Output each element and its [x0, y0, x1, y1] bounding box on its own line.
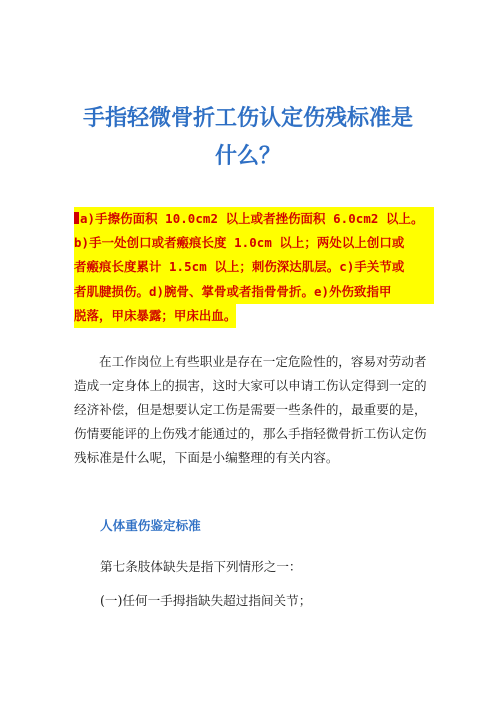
highlight-line: a)手擦伤面积 10.0cm2 以上或者挫伤面积 6.0cm2 以上。 [74, 207, 434, 231]
article-line: 第七条肢体缺失是指下列情形之一： [100, 559, 302, 574]
highlighted-summary [74, 207, 434, 328]
paragraph-line: 伤情要能评的上伤残才能通过的，那么手指轻微骨折工伤认定伤 [74, 426, 427, 441]
title-line-1: 手指轻微骨折工伤认定伤残标准是 [82, 106, 413, 131]
item-line: (一)任何一手拇指缺失超过指间关节； [100, 593, 312, 608]
document-title [60, 100, 436, 176]
highlight-line: 脱落，甲床暴露；甲床出血。 [74, 304, 236, 328]
intro-paragraph [74, 350, 427, 470]
highlight-line: 者瘢痕长度累计 1.5cm 以上；刺伤深达肌层。c)手关节或 [74, 255, 434, 279]
highlight-line: 者肌腱损伤。d)腕骨、掌骨或者指骨骨折。e)外伤致指甲 [74, 280, 434, 304]
section-heading: 人体重伤鉴定标准 [100, 518, 201, 533]
paragraph-line: 在工作岗位上有些职业是存在一定危险性的，容易对劳动者 [99, 354, 427, 369]
title-line-2: 什么？ [214, 144, 281, 169]
paragraph-line: 经济补偿，但是想要认定工伤是需要一些条件的，最重要的是， [74, 402, 427, 417]
paragraph-line: 造成一定身体上的损害，这时大家可以申请工伤认定得到一定的 [74, 378, 427, 393]
highlight-line: b)手一处创口或者瘢痕长度 1.0cm 以上；两处以上创口或 [74, 231, 434, 255]
red-marker-icon [74, 212, 79, 224]
paragraph-line: 残标准是什么呢，下面是小编整理的有关内容。 [74, 450, 339, 465]
